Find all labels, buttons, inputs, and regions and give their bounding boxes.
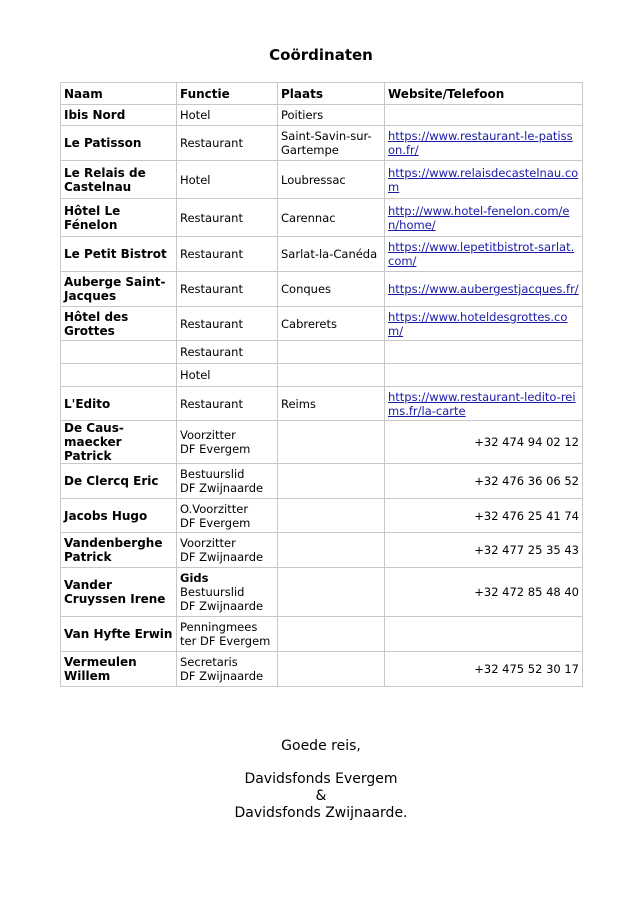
table-row <box>61 237 583 272</box>
cell-naam: Le Relais de Castelnau <box>61 161 177 199</box>
table-row <box>61 161 583 199</box>
website-link[interactable]: https://www.restaurant-le-patisson.fr/ <box>388 129 573 157</box>
cell-website-telefoon <box>385 341 583 364</box>
function-text: Restaurant <box>180 210 243 225</box>
cell-plaats: Reims <box>278 387 385 421</box>
cell-website-telefoon <box>385 272 583 307</box>
cell-website-telefoon <box>385 533 583 568</box>
cell-plaats: Cabrerets <box>278 307 385 341</box>
function-text: Restaurant <box>180 396 243 411</box>
cell-functie <box>177 617 278 652</box>
cell-functie <box>177 652 278 687</box>
table-row <box>61 105 583 126</box>
cell-plaats <box>278 499 385 533</box>
function-text: Restaurant <box>180 136 243 150</box>
cell-website-telefoon <box>385 364 583 387</box>
cell-plaats: Poitiers <box>278 105 385 126</box>
function-text: Hotel <box>180 172 211 187</box>
cell-website-telefoon <box>385 105 583 126</box>
website-link[interactable]: https://www.aubergestjacques.fr/ <box>388 282 579 296</box>
cell-naam: Ibis Nord <box>61 105 177 126</box>
phone-number: +32 472 85 48 40 <box>474 585 579 599</box>
function-text: Bestuurslid DF Zwijnaarde <box>180 467 264 495</box>
table-row <box>61 652 583 687</box>
table-row <box>61 387 583 421</box>
cell-plaats <box>278 652 385 687</box>
cell-naam: Vandenberghe Patrick <box>61 533 177 568</box>
function-text: Restaurant <box>180 282 243 296</box>
cell-plaats: Loubressac <box>278 161 385 199</box>
cell-naam: Vermeulen Willem <box>61 652 177 687</box>
function-text: Restaurant <box>180 316 243 331</box>
cell-naam: Van Hyfte Erwin <box>61 617 177 652</box>
cell-functie <box>177 421 278 464</box>
table-row <box>61 464 583 499</box>
cell-naam <box>61 364 177 387</box>
cell-functie <box>177 568 278 617</box>
function-text: Voorzitter DF Zwijnaarde <box>180 536 264 564</box>
website-link[interactable]: https://www.restaurant-ledito-reims.fr/la-carte <box>388 389 576 418</box>
cell-website-telefoon <box>385 307 583 341</box>
function-text: Restaurant <box>180 345 243 359</box>
cell-functie <box>177 237 278 272</box>
cell-functie <box>177 387 278 421</box>
cell-plaats <box>278 421 385 464</box>
cell-website-telefoon <box>385 161 583 199</box>
table-row <box>61 126 583 161</box>
cell-naam: Le Petit Bistrot <box>61 237 177 272</box>
cell-functie <box>177 199 278 237</box>
coordinates-table <box>60 82 583 687</box>
cell-website-telefoon <box>385 421 583 464</box>
cell-website-telefoon <box>385 617 583 652</box>
cell-naam: De Clercq Eric <box>61 464 177 499</box>
cell-naam: Auberge Saint-Jacques <box>61 272 177 307</box>
cell-naam: Hôtel des Grottes <box>61 307 177 341</box>
cell-naam: Vander Cruyssen Irene <box>61 568 177 617</box>
cell-website-telefoon <box>385 568 583 617</box>
table-row <box>61 421 583 464</box>
cell-functie <box>177 364 278 387</box>
cell-website-telefoon <box>385 499 583 533</box>
function-text: Secretaris DF Zwijnaarde <box>180 655 264 683</box>
cell-functie <box>177 272 278 307</box>
closing-message <box>0 738 642 822</box>
cell-naam: Le Patisson <box>61 126 177 161</box>
signature-zwijnaarde: Davidsfonds Zwijnaarde. <box>234 805 408 821</box>
column-header-plaats: Plaats <box>278 83 385 105</box>
table-row <box>61 364 583 387</box>
table-row <box>61 533 583 568</box>
cell-plaats <box>278 568 385 617</box>
cell-functie <box>177 126 278 161</box>
table-header-row <box>61 83 583 105</box>
cell-website-telefoon <box>385 652 583 687</box>
function-text: Hotel <box>180 368 211 382</box>
cell-functie <box>177 307 278 341</box>
cell-plaats <box>278 464 385 499</box>
cell-plaats: Carennac <box>278 199 385 237</box>
phone-number: +32 476 36 06 52 <box>474 474 579 488</box>
cell-plaats <box>278 533 385 568</box>
table-row <box>61 199 583 237</box>
website-link[interactable]: https://www.relaisdecastelnau.com <box>388 165 579 194</box>
cell-naam <box>61 341 177 364</box>
phone-number: +32 476 25 41 74 <box>474 508 579 523</box>
cell-naam: Jacobs Hugo <box>61 499 177 533</box>
cell-plaats: Saint-Savin-sur- Gartempe <box>278 126 385 161</box>
cell-functie <box>177 341 278 364</box>
cell-functie <box>177 464 278 499</box>
table-row <box>61 341 583 364</box>
table-row <box>61 307 583 341</box>
cell-plaats: Sarlat-la-Canéda <box>278 237 385 272</box>
table-row <box>61 617 583 652</box>
function-text: O.Voorzitter DF Evergem <box>180 501 251 530</box>
cell-website-telefoon <box>385 464 583 499</box>
phone-number: +32 477 25 35 43 <box>474 543 579 557</box>
cell-naam: De Caus-maecker Patrick <box>61 421 177 464</box>
cell-functie <box>177 161 278 199</box>
ampersand: & <box>315 788 327 804</box>
website-link[interactable]: https://www.hoteldesgrottes.com/ <box>388 309 568 338</box>
website-link[interactable]: http://www.hotel-fenelon.com/en/home/ <box>388 203 570 232</box>
function-text: Restaurant <box>180 247 243 261</box>
cell-naam: Hôtel Le Fénelon <box>61 199 177 237</box>
phone-number: +32 475 52 30 17 <box>474 662 579 676</box>
cell-website-telefoon <box>385 237 583 272</box>
cell-website-telefoon <box>385 199 583 237</box>
cell-website-telefoon <box>385 387 583 421</box>
function-text: Hotel <box>180 108 211 122</box>
cell-plaats <box>278 617 385 652</box>
cell-functie <box>177 533 278 568</box>
cell-functie <box>177 499 278 533</box>
signature-evergem: Davidsfonds Evergem <box>244 771 398 787</box>
column-header-functie: Functie <box>177 83 278 105</box>
phone-number: +32 474 94 02 12 <box>474 435 579 449</box>
function-text: Voorzitter DF Evergem <box>180 428 251 456</box>
column-header-website-telefoon: Website/Telefoon <box>385 83 583 105</box>
cell-naam: L'Edito <box>61 387 177 421</box>
cell-plaats <box>278 341 385 364</box>
cell-functie <box>177 105 278 126</box>
table-row <box>61 499 583 533</box>
page-title: Coördinaten <box>269 46 373 64</box>
cell-plaats <box>278 364 385 387</box>
table-row <box>61 568 583 617</box>
cell-plaats: Conques <box>278 272 385 307</box>
table-row <box>61 272 583 307</box>
cell-website-telefoon <box>385 126 583 161</box>
website-link[interactable]: https://www.lepetitbistrot-sarlat.com/ <box>388 240 575 268</box>
role-label: Gids <box>180 571 209 585</box>
greeting: Goede reis, <box>281 738 361 754</box>
function-text: Bestuurslid DF Zwijnaarde <box>180 585 264 613</box>
column-header-naam: Naam <box>61 83 177 105</box>
function-text: Penningmees ter DF Evergem <box>180 620 271 648</box>
